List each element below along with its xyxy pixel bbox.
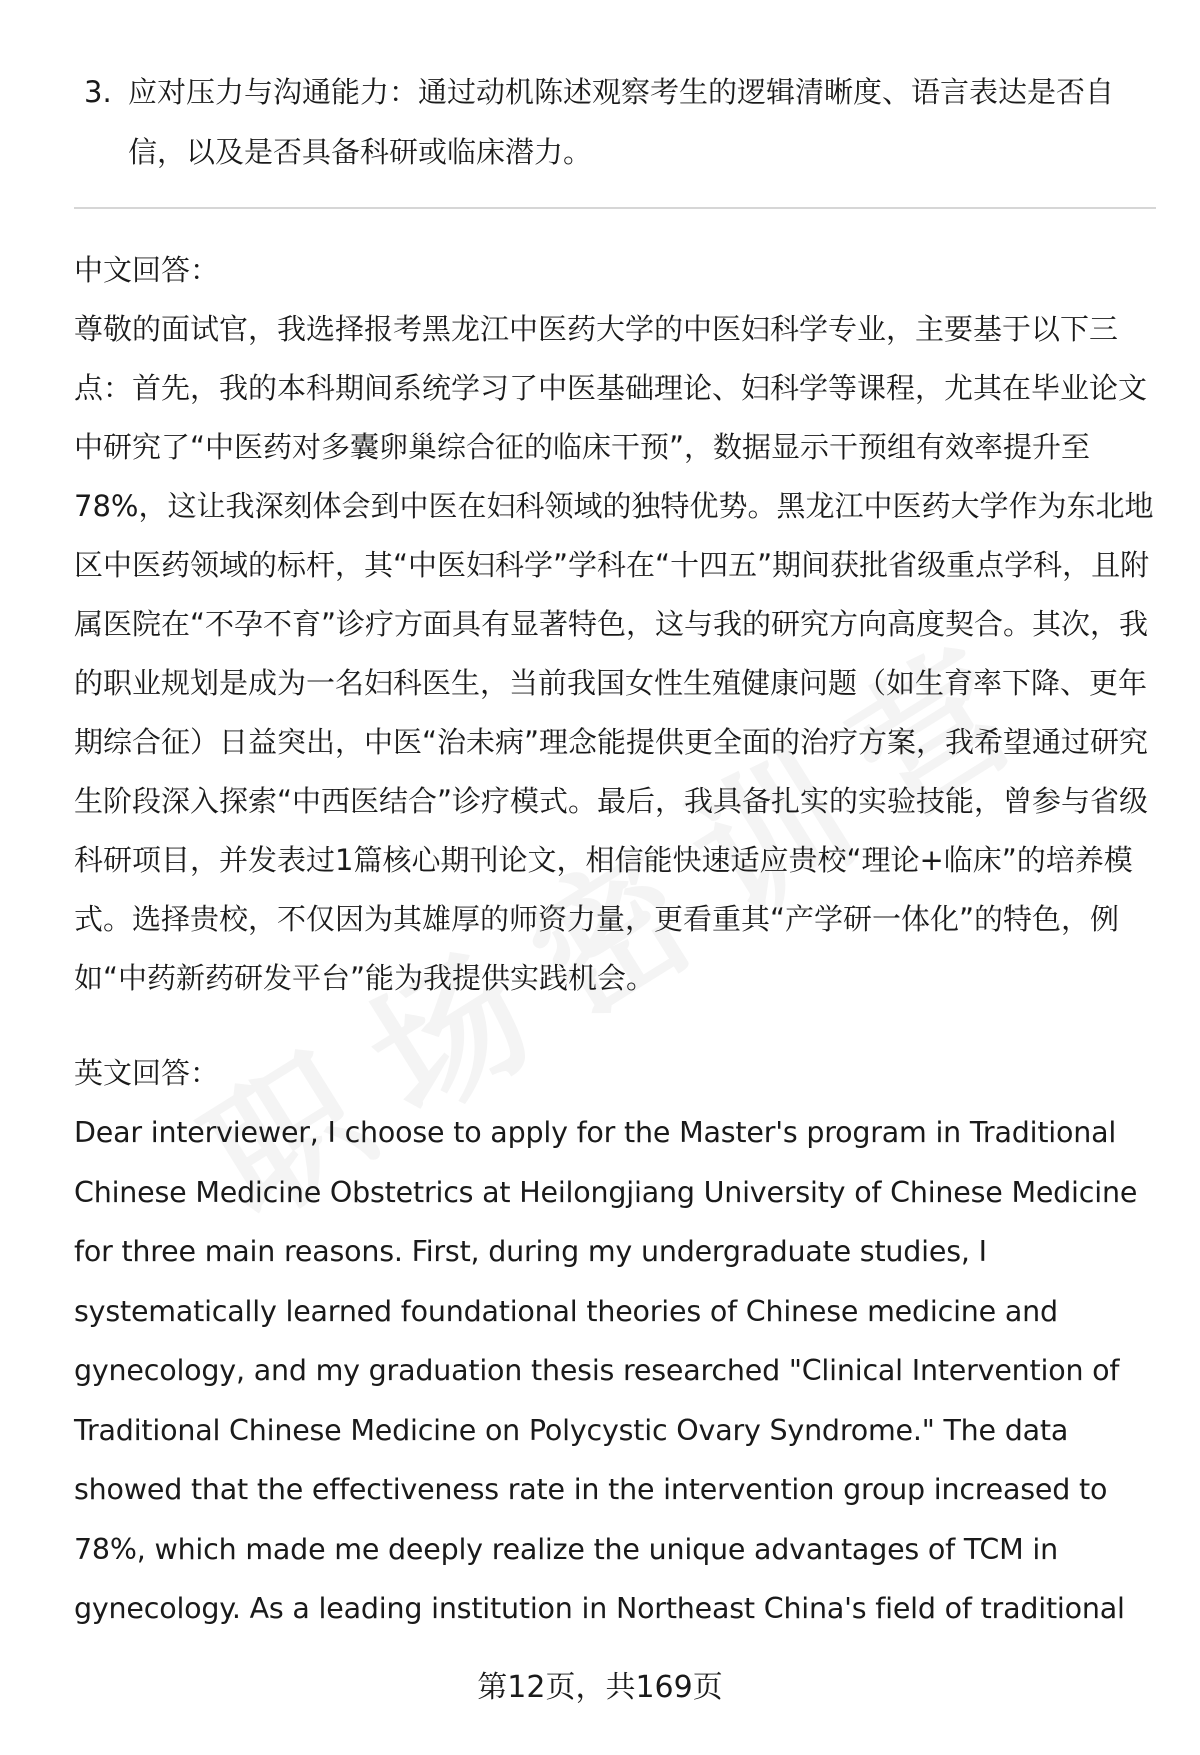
english-answer-body: Dear interviewer, I choose to apply for the Master's program in Traditional Chinese Medicine Obstetrics at Heilongjiang University of Chinese Medicine for three main reasons. First, during my undergraduate studies, I systematically learned foundational theories of Chinese medicine and gynecology, and my graduation thesis researched "Clinical Intervention of Traditional Chinese Medicine on Polycystic Ovary Syndrome." The data showed that the effectiveness rate in the intervention group increased to 78%, which made me deeply realize the unique advantages of TCM in gynecology. As a leading institution in Northeast China's field of traditional xyxy=(74,1116,1138,1625)
english-answer-heading: 英文回答： xyxy=(74,1056,220,1090)
list-item-number: 3. xyxy=(84,75,112,109)
english-answer-section xyxy=(74,1044,1154,1639)
list-item-3 xyxy=(84,62,1144,182)
section-divider xyxy=(74,207,1156,209)
page-number-footer: 第12页，共169页 xyxy=(477,1670,723,1705)
chinese-answer-section xyxy=(74,241,1154,1008)
list-item-text: 应对压力与沟通能力：通过动机陈述观察考生的逻辑清晰度、语言表达是否自信，以及是否具备科研或临床潜力。 xyxy=(128,75,1115,169)
chinese-answer-body: 尊敬的面试官，我选择报考黑龙江中医药大学的中医妇科学专业，主要基于以下三点：首先，我的本科期间系统学习了中医基础理论、妇科学等课程，尤其在毕业论文中研究了“中医药对多囊卵巢综合征的临床干预”，数据显示干预组有效率提升至78%，这让我深刻体会到中医在妇科领域的独特优势。黑龙江中医药大学作为东北地区中医药领域的标杆，其“中医妇科学”学科在“十四五”期间获批省级重点学科，且附属医院在“不孕不育”诊疗方面具有显著特色，这与我的研究方向高度契合。其次，我的职业规划是成为一名妇科医生，当前我国女性生殖健康问题（如生育率下降、更年期综合征）日益突出，中医“治未病”理念能提供更全面的治疗方案，我希望通过研究生阶段深入探索“中西医结合”诊疗模式。最后，我具备扎实的实验技能，曾参与省级科研项目，并发表过1篇核心期刊论文，相信能快速适应贵校“理论+临床”的培养模式。选择贵校，不仅因为其雄厚的师资力量，更看重其“产学研一体化”的特色，例如“中药新药研发平台”能为我提供实践机会。 xyxy=(74,312,1154,995)
chinese-answer-heading: 中文回答： xyxy=(74,253,220,287)
